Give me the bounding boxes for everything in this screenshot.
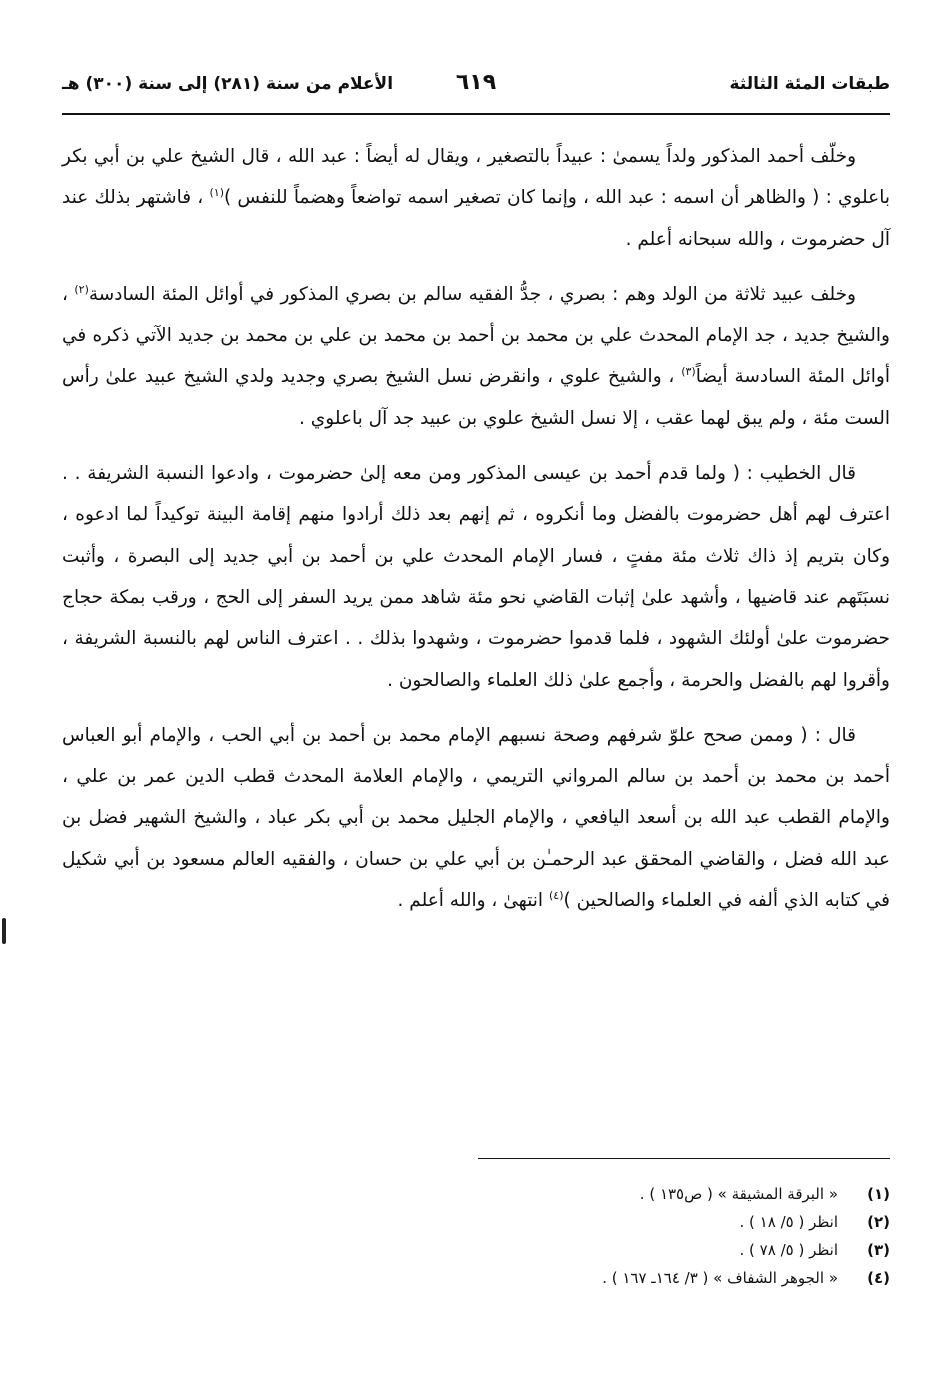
footnote-number: (٣) <box>867 1241 890 1259</box>
paragraph <box>62 274 890 439</box>
footnote-number: (١) <box>867 1185 890 1203</box>
header-section-title: طبقات المئة الثالثة <box>729 74 890 94</box>
scan-edge-mark <box>2 918 6 944</box>
footnote-ref: (١) <box>209 186 224 200</box>
paragraph-text: وخلّف أحمد المذكور ولداً يسمىٰ : عبيداً بالتصغير ، ويقال له أيضاً : عبد الله ، قال الشيخ علي بن أبي بكر باعلوي : ( والظاهر أن اسمه : عبد الله ، وإنما كان تصغير اسمه تواضعاً وهضماً للنفس ) <box>62 146 890 209</box>
paragraph-text: ، والشيخ علوي ، وانقرض نسل الشيخ بصري وجديد ولدي الشيخ عبيد علىٰ رأس الست مئة ، ولم يبق لهما عقب ، إلا نسل الشيخ علوي بن عبيد جد آل باعلوي . <box>62 366 890 429</box>
paragraph-text: ، والشيخ جديد ، جد الإمام المحدث علي بن محمد بن أحمد بن محمد بن علي بن محمد بن جديد الآتي ذكره في أوائل المئة السادسة أيضاً <box>62 283 890 388</box>
footnote-ref: (٢) <box>74 282 89 296</box>
footnote-text: انظر ( ٥/ ٧٨ ) . <box>739 1241 838 1259</box>
paragraph-text: انتهىٰ ، والله أعلم . <box>397 890 549 912</box>
footnote-item <box>62 1236 890 1264</box>
paragraph <box>62 136 890 260</box>
main-text <box>62 136 890 935</box>
footnote-item <box>62 1264 890 1292</box>
footnote-ref: (٣) <box>681 365 696 379</box>
paragraph-text: وخلف عبيد ثلاثة من الولد وهم : بصري ، جدُّ الفقيه سالم بن بصري المذكور في أوائل المئة السادسة <box>88 283 856 305</box>
footnote-item <box>62 1208 890 1236</box>
footnote-text: « البرقة المشيقة » ( ص١٣٥ ) . <box>639 1185 838 1203</box>
header-divider <box>62 113 890 115</box>
footnote-text: انظر ( ٥/ ١٨ ) . <box>739 1213 838 1231</box>
footnote-ref: (٤) <box>548 888 564 902</box>
paragraph-text: قال : ( وممن صحح علوّ شرفهم وصحة نسبهم الإمام محمد بن أحمد بن أبي الحب ، والإمام أبو العباس أحمد بن محمد بن أحمد بن سالم المرواني التريمي ، والإمام العلامة المحدث قطب الدين عمر بن علي ، والإمام القطب عبد الله بن أسعد اليافعي ، والإمام الجليل محمد بن أبي بكر عباد ، والشيخ الشهير فضل بن عبد الله فضل ، والقاضي المحقق عبد الرحمـٰن بن أبي علي بن حسان ، والفقيه العالم مسعود بن أبي شكيل في كتابه الذي ألفه في العلماء والصالحين ) <box>62 724 890 912</box>
paragraph-text: قال الخطيب : ( ولما قدم أحمد بن عيسى المذكور ومن معه إلىٰ حضرموت ، وادعوا النسبة الشريفة . . اعترف لهم أهل حضرموت بالفضل وما أنكروه ، ثم إنهم بعد ذلك أرادوا منهم إقامة البينة توكيداً لما ادعوه ، وكان بتريم إذ ذاك ثلاث مئة مفتٍ ، فسار الإمام المحدث علي بن أحمد بن أبي جديد إلى البصرة ، وأثبت نسبَتَهم عند قاضيها ، وأشهد علىٰ إثبات القاضي نحو مئة شاهد ممن يريد السفر إلى الحج ، ورقب بمكة حجاج حضرموت علىٰ أولئك الشهود ، فلما قدموا حضرموت ، وشهدوا بذلك . . اعترف الناس لهم بالنسبة الشريفة ، وأقروا لهم بالفضل والحرمة ، وأجمع علىٰ ذلك العلماء والصالحون . <box>62 463 890 691</box>
footnotes <box>62 1180 890 1292</box>
footnote-item <box>62 1180 890 1208</box>
footnote-number: (٢) <box>867 1213 890 1231</box>
footnote-divider <box>478 1158 890 1159</box>
footnote-number: (٤) <box>867 1269 890 1287</box>
header-year-range: الأعلام من سنة (٢٨١) إلى سنة (٣٠٠) هـ <box>62 74 394 94</box>
paragraph-text: ، فاشتهر بذلك عند آل حضرموت ، والله سبحانه أعلم . <box>62 187 890 250</box>
page-number: ٦١٩ <box>455 70 497 95</box>
running-header <box>62 70 890 114</box>
footnote-text: « الجوهر الشفاف » ( ٣/ ١٦٤ـ ١٦٧ ) . <box>602 1269 838 1287</box>
paragraph <box>62 715 890 921</box>
paragraph <box>62 453 890 701</box>
